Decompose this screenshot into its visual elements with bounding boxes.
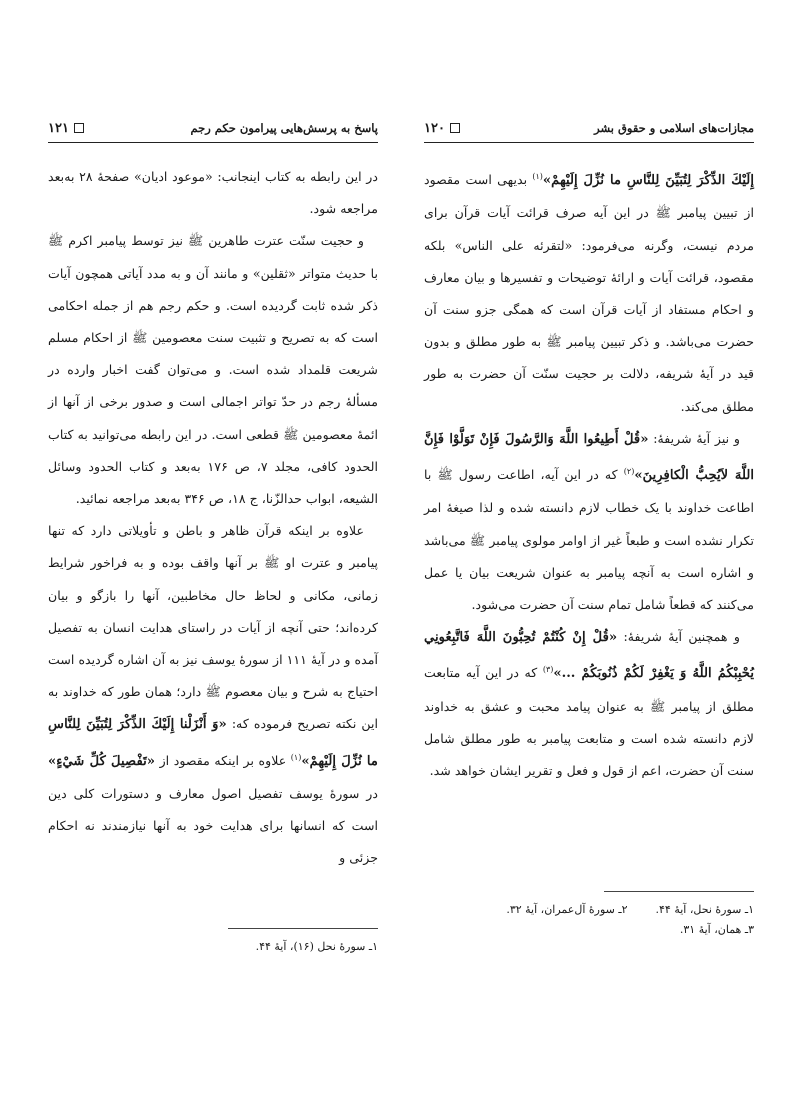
footnote-ref: (۲) bbox=[623, 467, 635, 477]
footnotes bbox=[424, 900, 754, 940]
footnote-row bbox=[424, 900, 754, 920]
text-run: و حجیت سنّت عترت طاهرین ﷺ نیز توسط پیامبر اکرم ﷺ با حدیث متواتر «ثقلین» و مانند آن و به مدد آیاتی همچون آیات ذکر شده ثابت گردیده است. و حکم رجم هم از جمله احکامی است که به تصریح و تثبیت سنت معصومین ﷺ از احکام مسلم شریعت قلمداد شده است. و می‌توان گفت اخبار وارده در مسألهٔ رجم در حدّ تواتر اجمالی است و صدور برخی از آنها از ائمهٔ معصومین ﷺ قطعی است. در این رابطه می‌توانید به کتاب الحدود کافی، مجلد ۷، ص ۱۷۶ به‌بعد و کتاب الحدود وسائل الشیعه، ابواب حدالزّنا، ج ۱۸، ص ۳۴۶ به‌بعد مراجعه نمائید. bbox=[48, 233, 378, 507]
text-run: و نیز آیهٔ شریفهٔ: bbox=[648, 430, 740, 446]
footnote: ۳ـ همان، آیهٔ ۳۱. bbox=[679, 923, 754, 936]
footnote: ۲ـ سورهٔ آل‌عمران، آیهٔ ۳۲. bbox=[506, 903, 628, 916]
quran-verse: «قُلْ أَطِيعُوا اللَّهَ وَالرَّسُولَ فَإِنْ تَوَلَّوْا فَإِنَّ اللَّهَ لاَيُحِبُّ الْكافِرِينَ» bbox=[424, 431, 754, 484]
running-title: پاسخ به پرسش‌هایی پیرامون حکم رجم bbox=[190, 121, 378, 135]
paragraph bbox=[424, 423, 754, 621]
quran-verse: «قُلْ إِنْ كُنْتُمْ تُحِبُّونَ اللَّهَ فَاتَّبِعُونِي يُحْبِبْكُمُ اللَّهُ وَ يَغْفِرْ لَكُمْ ذُنُوبَكُمْ ...» bbox=[424, 630, 754, 682]
footnotes bbox=[48, 937, 378, 957]
quran-verse: «تَفْصِيلَ كُلِّ شَيْءٍ» bbox=[48, 753, 156, 769]
text-run: که در این آیه متابعت مطلق از پیامبر ﷺ به عنوان پیامد محبت و عشق به خداوند لازم دانسته شده است و متابعت پیامبر به طور مطلق شامل سنت آن حضرت، اعم از قول و فعل و تقریر ایشان خواهد شد. bbox=[424, 665, 754, 779]
footnote: ۱ـ سورهٔ نحل (۱۶)، آیهٔ ۴۴. bbox=[255, 940, 378, 953]
text-run: که در این آیه، اطاعت رسول ﷺ با اطاعت خداوند با یک خطاب لازم دانسته شده و لذا صیغهٔ امر تکرار نشده است و طبعاً غیر از اوامر مولوی پیامبر ﷺ می‌باشد و اشاره است به آنچه پیامبر به عنوان شریعت بیان یا عمل می‌کنند که قطعاً شامل تمام سنت آن حضرت می‌شود. bbox=[424, 467, 754, 613]
page-120 bbox=[424, 118, 754, 1058]
page-number-group bbox=[48, 121, 84, 136]
text-run: علاوه بر اینکه قرآن ظاهر و باطن و تأویلاتی دارد که تنها پیامبر و عترت او ﷺ بر آنها واقف بوده و به فراخور شرایط زمانی، مکانی و لحاظ حال مخاطبین، آنها را بازگو و بیان کرده‌اند؛ حتی آنچه از آیات در راستای هدایت انسان به تفصیل آمده و در آیهٔ ۱۱۱ از سورهٔ یوسف نیز به آن اشاره گردیده است احتیاج به شرح و بیان معصوم ﷺ دارد؛ همان طور که خداوند به این نکته تصریح فرموده که: bbox=[48, 523, 378, 732]
paragraph bbox=[48, 161, 378, 225]
square-icon bbox=[450, 123, 460, 133]
text-run: علاوه بر اینکه مقصود از bbox=[155, 752, 291, 768]
square-icon bbox=[74, 123, 84, 133]
footnote-ref: (۱) bbox=[532, 172, 543, 181]
body-text bbox=[424, 161, 754, 881]
text-run: در سورهٔ یوسف تفصیل اصول معارف و دستورات کلی دین است که انسانها برای هدایت خود به آنها نیازمندند نه احکام جزئی و bbox=[48, 786, 378, 866]
quran-verse: إِلَيْكَ الذِّكْرَ لِتُبَيِّنَ لِلنَّاسِ ما نُزِّلَ إِلَيْهِمْ» bbox=[542, 173, 754, 189]
paragraph bbox=[48, 515, 378, 874]
paragraph bbox=[424, 161, 754, 423]
text-run: بدیهی است مقصود از تبیین پیامبر ﷺ در این آیه صرف قرائت آیات قرآن برای مردم نیست، وگرنه می‌فرمود: «لتقرئه علی الناس» بلکه مقصود، قرائت آیات و ارائهٔ توضیحات و تفسیرها و بیان معارف و احکام مستفاد از آیات قرآن است که همگی جزو سنت آن حضرت می‌باشد. و ذکر تبیین پیامبر ﷺ به طور مطلق و بدون قید در آیهٔ شریفه، دلالت بر حجیت سنّت آن حضرت به طور مطلق می‌کند. bbox=[424, 172, 754, 414]
footnote-ref: (۳) bbox=[542, 665, 554, 675]
page-header bbox=[424, 118, 754, 143]
body-text bbox=[48, 161, 378, 918]
footnote-divider bbox=[604, 891, 754, 892]
quran-verse: «وَ أَنْزَلْنا إِلَيْكَ الذِّكْرَ لِتُبَيِّنَ لِلنَّاسِ ما نُزِّلَ إِلَيْهِمْ» bbox=[48, 717, 378, 769]
text-run: در این رابطه به کتاب اینجانب: «موعود ادیان» صفحهٔ ۲۸ به‌بعد مراجعه شود. bbox=[48, 169, 379, 217]
footnote-ref: (۱) bbox=[290, 752, 302, 762]
text-run: و همچنین آیهٔ شریفهٔ: bbox=[617, 629, 740, 645]
footnote: ۱ـ سورهٔ نحل، آیهٔ ۴۴. bbox=[655, 903, 754, 916]
footnote-divider bbox=[228, 928, 378, 929]
page-121 bbox=[48, 118, 378, 1058]
page-number: ۱۲۱ bbox=[48, 120, 69, 136]
paragraph bbox=[424, 621, 754, 787]
page-number: ۱۲۰ bbox=[424, 120, 445, 136]
paragraph bbox=[48, 225, 378, 515]
page-number-group bbox=[424, 121, 460, 136]
running-title: مجازات‌های اسلامی و حقوق بشر bbox=[594, 121, 754, 135]
page-header bbox=[48, 118, 378, 143]
